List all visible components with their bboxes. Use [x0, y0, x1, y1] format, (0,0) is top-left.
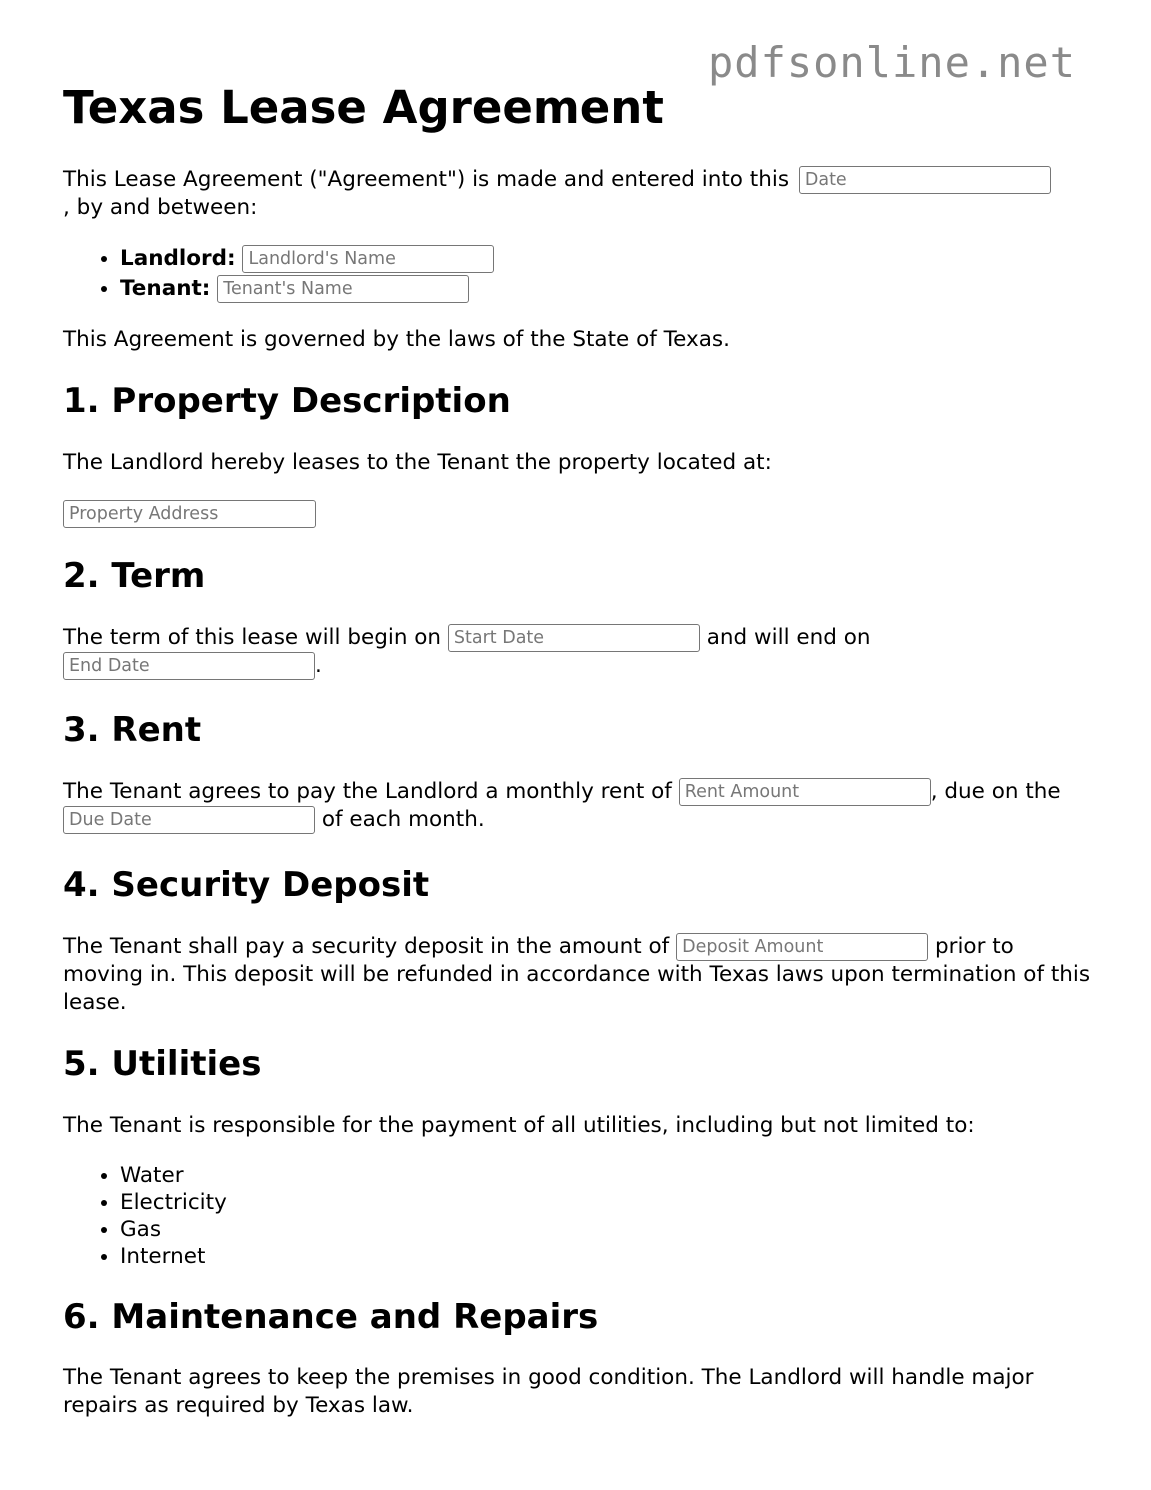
section-heading-term: 2. Term: [63, 556, 206, 596]
party-list: [63, 244, 494, 304]
landlord-label: Landlord:: [120, 246, 236, 271]
due-date-field[interactable]: Due Date: [63, 806, 315, 834]
deposit-paragraph: [63, 933, 1093, 1017]
term-text-middle: and will end on: [706, 625, 871, 650]
maintenance-text: The Tenant agrees to keep the premises in good condition. The Landlord will handle major repairs as required by Texas law.: [63, 1365, 1034, 1418]
list-item: • Water: [120, 1162, 227, 1189]
rent-text-middle: , due on the: [930, 779, 1061, 804]
watermark: pdfsonline.net: [708, 38, 1077, 87]
term-text: The term of this lease will begin on: [63, 625, 442, 650]
party-tenant: [120, 274, 494, 304]
rent-text: The Tenant agrees to pay the Landlord a monthly rent of: [63, 779, 672, 804]
list-item: • Internet: [120, 1243, 227, 1270]
end-date-field[interactable]: End Date: [63, 652, 315, 680]
tenant-label: Tenant:: [120, 276, 211, 301]
intro-text: This Lease Agreement ("Agreement") is made and entered into this: [63, 167, 790, 192]
deposit-text: The Tenant shall pay a security deposit in the amount of: [63, 934, 670, 959]
property-text: The Landlord hereby leases to the Tenant the property located at:: [63, 450, 772, 475]
utilities-text: The Tenant is responsible for the payment of all utilities, including but not limited to:: [63, 1113, 975, 1138]
rent-text-end: of each month.: [321, 807, 485, 832]
section-heading-maintenance: 6. Maintenance and Repairs: [63, 1297, 599, 1337]
section-heading-rent: 3. Rent: [63, 710, 202, 750]
term-paragraph: [63, 624, 1093, 680]
list-item: • Electricity: [120, 1189, 227, 1216]
rent-amount-field[interactable]: Rent Amount: [679, 778, 931, 806]
utilities-list: [63, 1162, 227, 1270]
intro-paragraph: [63, 166, 1093, 222]
property-address-field[interactable]: Property Address: [63, 500, 316, 528]
deposit-text-end: prior to moving in. This deposit will be refunded in accordance with Texas laws upon termination of this lease.: [63, 934, 1091, 1015]
landlord-name-field[interactable]: Landlord's Name: [242, 245, 494, 273]
party-landlord: [120, 244, 494, 274]
intro-text-after: , by and between:: [63, 195, 258, 220]
section-heading-property: 1. Property Description: [63, 381, 511, 421]
list-item: • Gas: [120, 1216, 227, 1243]
governing-law-text: This Agreement is governed by the laws of the State of Texas.: [63, 327, 730, 352]
property-address-wrapper: [63, 500, 316, 528]
start-date-field[interactable]: Start Date: [448, 624, 700, 652]
rent-paragraph: [63, 778, 1093, 834]
section-heading-deposit: 4. Security Deposit: [63, 865, 430, 905]
page-title: Texas Lease Agreement: [63, 81, 664, 134]
date-field[interactable]: Date: [799, 166, 1051, 194]
term-text-end: .: [315, 653, 322, 678]
tenant-name-field[interactable]: Tenant's Name: [217, 275, 469, 303]
deposit-amount-field[interactable]: Deposit Amount: [676, 933, 928, 961]
section-heading-utilities: 5. Utilities: [63, 1044, 262, 1084]
